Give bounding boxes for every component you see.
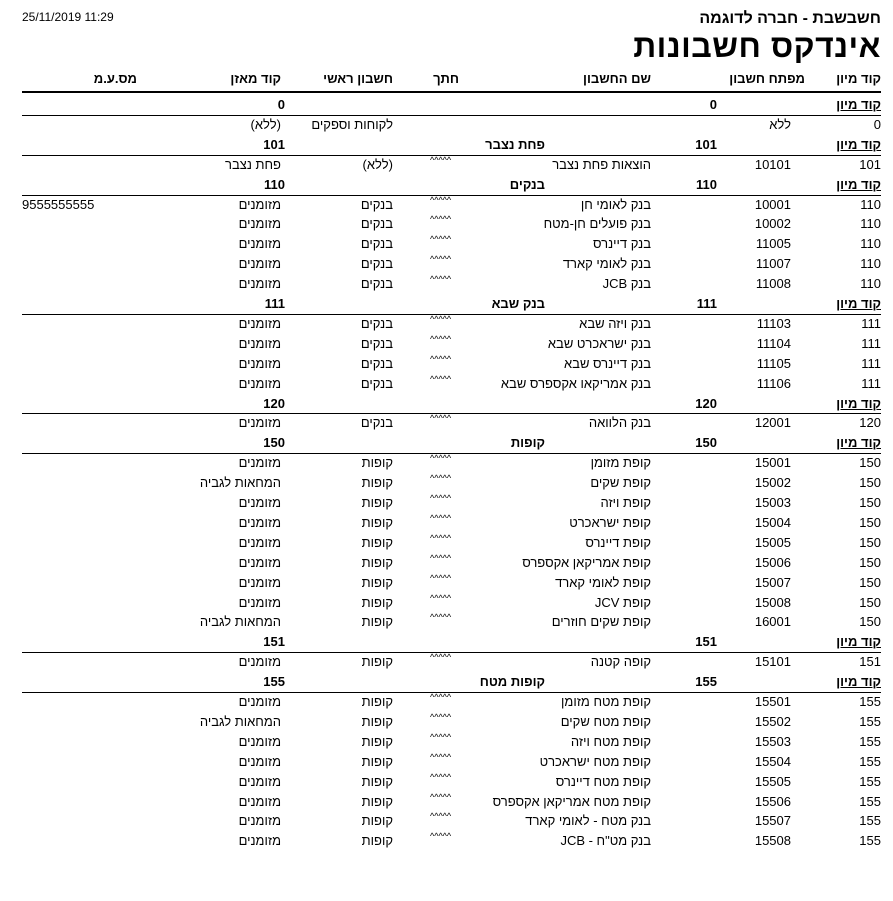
- group-row: [0, 294, 893, 314]
- cell-sort-code: 155: [859, 773, 881, 789]
- cell-sort-code: 150: [859, 614, 881, 630]
- cell-balance-code: מזומנים: [238, 773, 281, 789]
- cell-cut: ^^^^^: [430, 313, 452, 324]
- group-code-repeat: 150: [263, 435, 285, 451]
- cell-sort-code: 110: [860, 216, 881, 232]
- cell-cut: ^^^^^: [430, 532, 452, 543]
- cell-balance-code: המחאות לגביה: [199, 713, 281, 729]
- cell-account-name: קופת מטח מזומן: [561, 694, 651, 709]
- cell-main-account: קופות: [361, 713, 393, 729]
- cell-main-account: בנקים: [360, 276, 393, 292]
- cell-sort-code: 110: [860, 196, 881, 212]
- table-row: [0, 274, 893, 294]
- cell-account-key: 11005: [755, 236, 791, 252]
- cell-account-key: ללא: [769, 116, 791, 132]
- cell-main-account: קופות: [361, 793, 393, 809]
- cell-account-name: בנק פועלים חן-מטח: [543, 216, 651, 232]
- col-header-account-name: שם החשבון: [583, 71, 651, 86]
- cell-cut: ^^^^^: [430, 771, 452, 782]
- table-row: [0, 752, 893, 772]
- cell-sort-code: 110: [860, 256, 881, 272]
- company-name: חשבשבת - חברה לדוגמה: [699, 10, 881, 27]
- cell-account-name: בנק דיינרס: [593, 236, 651, 252]
- cell-balance-code: מזומנים: [238, 753, 281, 769]
- group-name: פחת נצבר: [485, 136, 545, 152]
- cell-balance-code: מזומנים: [238, 276, 281, 292]
- cell-main-account: לקוחות וספקים: [311, 116, 393, 132]
- cell-account-name: הוצאות פחת נצבר: [552, 156, 651, 172]
- cell-cut: ^^^^^: [430, 473, 452, 484]
- cell-balance-code: מזומנים: [238, 315, 281, 331]
- cell-main-account: קופות: [361, 694, 393, 709]
- cell-account-name: קופה קטנה: [590, 654, 651, 670]
- cell-sort-code: 111: [861, 375, 881, 391]
- cell-main-account: קופות: [361, 733, 393, 749]
- cell-account-key: 15004: [754, 514, 791, 530]
- cell-sort-code: 151: [859, 654, 881, 670]
- group-code: 150: [695, 435, 717, 451]
- cell-balance-code: מזומנים: [238, 216, 281, 232]
- cell-main-account: בנקים: [360, 335, 393, 351]
- cell-sort-code: 150: [859, 455, 881, 471]
- cell-account-key: 15507: [754, 813, 791, 829]
- table-row: [0, 354, 893, 374]
- group-code-repeat: 111: [264, 296, 285, 311]
- cell-account-key: 11008: [755, 276, 791, 292]
- table-row: [0, 195, 893, 215]
- cell-account-key: 15503: [754, 733, 791, 749]
- cell-account-name: בנק ישראכרט שבא: [547, 335, 651, 351]
- cell-account-name: קופת שקים חוזרים: [551, 614, 651, 630]
- cell-balance-code: מזומנים: [238, 813, 281, 829]
- group-code: 120: [695, 395, 717, 411]
- cell-cut: ^^^^^: [430, 154, 452, 165]
- cell-account-name: קופת מטח ויזה: [570, 733, 651, 749]
- cell-balance-code: מזומנים: [238, 554, 281, 570]
- cell-main-account: קופות: [361, 554, 393, 570]
- cell-balance-code: מזומנים: [238, 196, 281, 212]
- group-label: קוד מיון: [836, 97, 881, 112]
- cell-cut: ^^^^^: [430, 453, 452, 464]
- cell-balance-code: מזומנים: [238, 574, 281, 590]
- cell-cut: ^^^^^: [430, 493, 452, 503]
- cell-account-key: 15101: [754, 654, 791, 670]
- cell-account-key: 10002: [754, 216, 791, 232]
- cell-cut: ^^^^^: [430, 194, 452, 205]
- cell-account-key: 15001: [754, 455, 791, 471]
- cell-account-name: בנק JCB: [602, 276, 651, 292]
- table-row: [0, 334, 893, 354]
- cell-account-name: קופת שקים: [590, 475, 651, 491]
- col-header-main-account: חשבון ראשי: [323, 71, 393, 86]
- cell-account-key: 11104: [756, 335, 791, 351]
- cell-account-key: 15003: [754, 495, 791, 510]
- table-row: [0, 493, 893, 513]
- cell-balance-code: מזומנים: [238, 694, 281, 709]
- cell-sort-code: 101: [859, 156, 881, 172]
- cell-cut: ^^^^^: [430, 274, 452, 285]
- cell-cut: ^^^^^: [430, 711, 452, 722]
- cell-account-name: בנק לאומי חן: [580, 196, 651, 212]
- group-label: קוד מיון: [836, 395, 881, 411]
- group-name: קופות: [510, 435, 545, 451]
- group-label: קוד מיון: [836, 296, 881, 311]
- cell-sort-code: 150: [859, 475, 881, 491]
- cell-main-account: בנקים: [360, 315, 393, 331]
- cell-cut: ^^^^^: [430, 333, 452, 344]
- cell-balance-code: מזומנים: [238, 514, 281, 530]
- cell-cut: ^^^^^: [430, 811, 452, 822]
- group-name: בנקים: [509, 176, 545, 192]
- group-row: [0, 632, 893, 652]
- table-row: [0, 473, 893, 493]
- cell-cut: ^^^^^: [430, 791, 452, 802]
- cell-main-account: קופות: [361, 833, 393, 849]
- table-row: [0, 772, 893, 792]
- group-label: קוד מיון: [836, 136, 881, 152]
- cell-main-account: קופות: [361, 534, 393, 550]
- cell-account-name: קופת ויזה: [600, 495, 651, 510]
- cell-account-name: בנק אמריקאו אקספרס שבא: [500, 375, 651, 391]
- cell-account-name: בנק ויזה שבא: [579, 315, 651, 331]
- col-header-balance-code: קוד מאזן: [230, 71, 281, 86]
- cell-cut: ^^^^^: [430, 413, 452, 424]
- cell-account-name: קופת דיינרס: [585, 534, 651, 550]
- table-row: [0, 234, 893, 254]
- cell-balance-code: מזומנים: [238, 793, 281, 809]
- cell-cut: ^^^^^: [430, 692, 452, 702]
- cell-account-name: קופת מזומן: [590, 455, 651, 471]
- cell-cut: ^^^^^: [430, 512, 452, 523]
- cell-account-key: 10101: [754, 156, 791, 172]
- col-header-account-key: מפתח חשבון: [729, 71, 805, 86]
- cell-sort-code: 150: [859, 495, 881, 510]
- cell-balance-code: מזומנים: [238, 733, 281, 749]
- cell-sort-code: 155: [859, 833, 881, 849]
- cell-sort-code: 150: [859, 594, 881, 610]
- cell-account-name: קופת מטח ישראכרט: [539, 753, 651, 769]
- cell-account-key: 15002: [754, 475, 791, 491]
- table-row: [0, 115, 893, 135]
- group-row: [0, 394, 893, 414]
- table-row: [0, 732, 893, 752]
- cell-account-key: 11007: [755, 256, 791, 272]
- cell-balance-code: מזומנים: [238, 415, 281, 431]
- cell-main-account: קופות: [361, 753, 393, 769]
- cell-cut: ^^^^^: [430, 552, 452, 563]
- table-row: [0, 155, 893, 175]
- cell-vat-no: 9555555555: [22, 196, 95, 212]
- cell-main-account: קופות: [361, 574, 393, 590]
- cell-sort-code: 150: [859, 554, 881, 570]
- cell-cut: ^^^^^: [430, 572, 452, 583]
- group-code: 0: [709, 97, 717, 112]
- cell-cut: ^^^^^: [430, 254, 452, 265]
- cell-account-name: בנק הלוואה: [588, 415, 651, 431]
- table-row: [0, 254, 893, 274]
- header-rule: [22, 91, 881, 93]
- cell-main-account: קופות: [361, 773, 393, 789]
- cell-main-account: (ללא): [362, 156, 393, 172]
- cell-cut: ^^^^^: [430, 353, 452, 364]
- table-row: [0, 374, 893, 394]
- cell-account-name: קופת מטח שקים: [560, 713, 651, 729]
- cell-account-key: 11103: [756, 315, 791, 331]
- cell-sort-code: 110: [860, 236, 881, 252]
- cell-account-name: בנק לאומי קארד: [562, 256, 651, 272]
- cell-sort-code: 0: [873, 116, 881, 132]
- table-row: [0, 692, 893, 712]
- group-label: קוד מיון: [836, 634, 881, 650]
- cell-account-key: 15502: [754, 713, 791, 729]
- table-row: [0, 831, 893, 851]
- cell-balance-code: (ללא): [250, 116, 281, 132]
- cell-cut: ^^^^^: [430, 731, 452, 742]
- cell-main-account: קופות: [361, 813, 393, 829]
- cell-sort-code: 155: [859, 793, 881, 809]
- cell-main-account: קופות: [361, 594, 393, 610]
- cell-account-key: 15504: [754, 753, 791, 769]
- cell-balance-code: המחאות לגביה: [199, 614, 281, 630]
- cell-cut: ^^^^^: [430, 831, 452, 842]
- cell-main-account: בנקים: [360, 415, 393, 431]
- cell-main-account: קופות: [361, 514, 393, 530]
- cell-account-name: קופת ישראכרט: [569, 514, 651, 530]
- group-label: קוד מיון: [836, 176, 881, 192]
- group-code: 110: [696, 176, 717, 192]
- cell-balance-code: מזומנים: [238, 455, 281, 471]
- group-row: [0, 135, 893, 155]
- table-row: [0, 612, 893, 632]
- cell-main-account: קופות: [361, 455, 393, 471]
- group-code: 151: [695, 634, 717, 650]
- cell-main-account: בנקים: [360, 355, 393, 371]
- cell-main-account: קופות: [361, 495, 393, 510]
- cell-main-account: בנקים: [360, 196, 393, 212]
- group-label: קוד מיון: [836, 435, 881, 451]
- group-code-repeat: 0: [277, 97, 285, 112]
- table-row: [0, 652, 893, 672]
- report-title: אינדקס חשבונות: [633, 28, 881, 64]
- cell-sort-code: 111: [861, 355, 881, 371]
- cell-balance-code: מזומנים: [238, 833, 281, 849]
- cell-sort-code: 155: [859, 733, 881, 749]
- table-row: [0, 314, 893, 334]
- cell-account-key: 15501: [754, 694, 791, 709]
- cell-account-name: קופת אמריקאן אקספרס: [522, 554, 651, 570]
- cell-balance-code: המחאות לגביה: [199, 475, 281, 491]
- table-row: [0, 712, 893, 732]
- cell-account-key: 12001: [754, 415, 791, 431]
- cell-account-key: 10001: [754, 196, 791, 212]
- cell-account-key: 16001: [754, 614, 791, 630]
- cell-cut: ^^^^^: [430, 612, 452, 623]
- cell-account-name: קופת JCV: [594, 594, 651, 610]
- cell-sort-code: 110: [860, 276, 881, 292]
- cell-sort-code: 155: [859, 713, 881, 729]
- cell-balance-code: מזומנים: [238, 375, 281, 391]
- cell-main-account: בנקים: [360, 375, 393, 391]
- group-code: 101: [695, 136, 717, 152]
- cell-main-account: קופות: [361, 614, 393, 630]
- cell-cut: ^^^^^: [430, 592, 452, 603]
- cell-cut: ^^^^^: [430, 214, 452, 225]
- cell-main-account: קופות: [361, 654, 393, 670]
- cell-main-account: בנקים: [360, 216, 393, 232]
- col-header-cut: חתך: [433, 71, 459, 86]
- cell-account-key: 15006: [754, 554, 791, 570]
- cell-sort-code: 120: [859, 415, 881, 431]
- cell-main-account: קופות: [361, 475, 393, 491]
- cell-account-name: קופת מטח אמריקאן אקספרס: [492, 793, 651, 809]
- cell-balance-code: מזומנים: [238, 335, 281, 351]
- table-row: [0, 811, 893, 831]
- cell-balance-code: מזומנים: [238, 236, 281, 252]
- cell-balance-code: מזומנים: [238, 534, 281, 550]
- cell-account-name: קופת מטח דיינרס: [555, 773, 651, 789]
- cell-balance-code: מזומנים: [238, 495, 281, 510]
- cell-cut: ^^^^^: [430, 373, 452, 384]
- group-row: [0, 672, 893, 692]
- group-row: [0, 175, 893, 195]
- cell-account-key: 15008: [754, 594, 791, 610]
- group-row: [0, 433, 893, 453]
- group-code-repeat: 120: [263, 395, 285, 411]
- cell-sort-code: 150: [859, 534, 881, 550]
- group-label: קוד מיון: [836, 674, 881, 690]
- cell-sort-code: 155: [859, 694, 881, 709]
- cell-sort-code: 111: [861, 315, 881, 331]
- table-row: [0, 453, 893, 473]
- cell-balance-code: פחת נצבר: [225, 156, 281, 172]
- cell-account-key: 11106: [756, 375, 791, 391]
- cell-account-key: 11105: [756, 355, 791, 371]
- cell-account-key: 15007: [754, 574, 791, 590]
- cell-sort-code: 150: [859, 514, 881, 530]
- table-row: [0, 593, 893, 613]
- group-row: [0, 95, 893, 115]
- group-code-repeat: 110: [264, 176, 285, 192]
- table-row: [0, 553, 893, 573]
- cell-cut: ^^^^^: [430, 751, 452, 762]
- table-row: [0, 792, 893, 812]
- cell-account-key: 15505: [754, 773, 791, 789]
- report-date: 25/11/2019 11:29: [22, 10, 114, 24]
- cell-account-name: בנק מט"ח - JCB: [560, 833, 651, 849]
- cell-account-key: 15508: [754, 833, 791, 849]
- group-code-repeat: 101: [263, 136, 285, 152]
- cell-balance-code: מזומנים: [238, 594, 281, 610]
- cell-balance-code: מזומנים: [238, 355, 281, 371]
- cell-sort-code: 155: [859, 813, 881, 829]
- table-row: [0, 214, 893, 234]
- col-header-vat-no: מס.ע.מ: [93, 71, 137, 86]
- cell-account-key: 15005: [754, 534, 791, 550]
- cell-cut: ^^^^^: [430, 234, 452, 245]
- cell-cut: ^^^^^: [430, 652, 452, 663]
- table-row: [0, 573, 893, 593]
- cell-account-name: בנק מטח - לאומי קארד: [525, 813, 651, 829]
- group-code: 111: [696, 296, 717, 311]
- cell-account-key: 15506: [754, 793, 791, 809]
- table-row: [0, 513, 893, 533]
- group-name: קופות מטח: [479, 674, 545, 690]
- cell-account-name: קופת לאומי קארד: [555, 574, 651, 590]
- group-name: בנק שבא: [491, 296, 545, 311]
- cell-balance-code: מזומנים: [238, 654, 281, 670]
- group-code: 155: [695, 674, 717, 690]
- table-row: [0, 413, 893, 433]
- cell-account-name: בנק דיינרס שבא: [564, 355, 651, 371]
- cell-sort-code: 150: [859, 574, 881, 590]
- group-code-repeat: 151: [263, 634, 285, 650]
- cell-main-account: בנקים: [360, 236, 393, 252]
- table-row: [0, 533, 893, 553]
- cell-main-account: בנקים: [360, 256, 393, 272]
- cell-sort-code: 155: [859, 753, 881, 769]
- cell-sort-code: 111: [861, 335, 881, 351]
- group-code-repeat: 155: [263, 674, 285, 690]
- col-header-sort-code: קוד מיון: [836, 71, 881, 86]
- cell-balance-code: מזומנים: [238, 256, 281, 272]
